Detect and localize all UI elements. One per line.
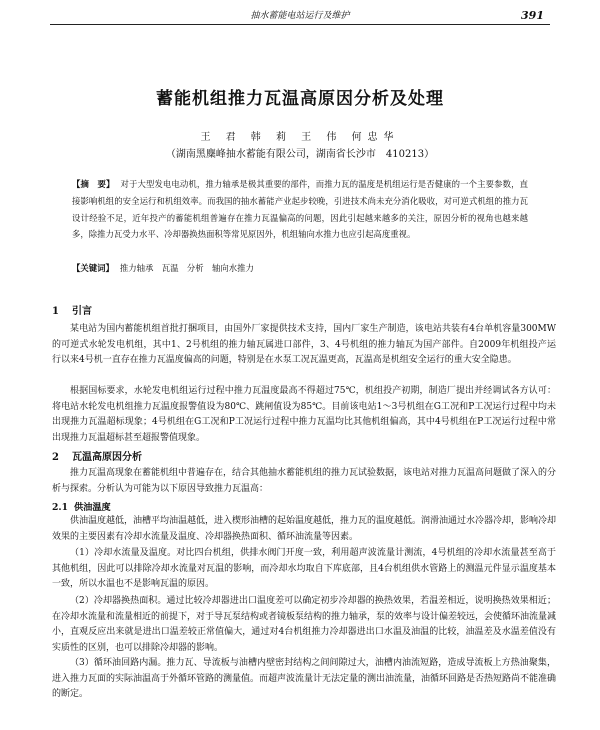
page-number: 391 [521, 9, 544, 22]
section-heading [52, 302, 92, 317]
paper-title: 蓄能机组推力瓦温高原因分析及处理 [156, 89, 444, 109]
author-list: 王 君 韩 莉 王 伟 何忠华 [200, 132, 400, 143]
paragraph: 推力瓦温高现象在蓄能机组中普遍存在，结合其他抽水蓄能机组的推力瓦试验数据，该电站对推力瓦温高问题做了深入的分析与探索。分析认为可能为以下原因导致推力瓦温高： [52, 468, 557, 494]
subsection-number: 2.1 [52, 502, 68, 513]
keywords [72, 260, 528, 276]
abstract [72, 176, 528, 243]
abstract-text: 对于大型发电电动机，推力轴承是极其重要的部件，而推力瓦的温度是机组运行是否健康的一个主要参数，直接影响机组的安全运行和机组效率。而我国的抽水蓄能产业起步较晚，引进技术尚未充分消化吸收，对可逆式机组的推力瓦设计经验不足，近年投产的蓄能机组普遍存在推力瓦温偏高的问题，因此引起越来越多的关注，原因分析的视角也越来越多，除推力瓦受力水平、冷却器换热面积等常见原因外，机组轴向水推力也应引起高度重视。 [72, 179, 529, 240]
running-header [50, 8, 550, 25]
paragraph: 供油温度越低，油槽平均油温越低，进入楔形油槽的起始温度越低，推力瓦的温度越低。润滑油通过水冷器冷却，影响冷却效果的主要因素有冷却水流量及温度、冷却器换热面积、循环油流量等因素。 [52, 516, 557, 542]
section-number: 1 [52, 306, 59, 317]
keywords-label: 【关键词】 [72, 263, 114, 273]
section-title: 引言 [72, 306, 92, 317]
section-number: 2 [52, 452, 59, 463]
paragraph: （3）循环油回路内漏。推力瓦、导流板与油槽内壁密封结构之间间隙过大，油槽内油流短路，造成导流板上方热油聚集，进入推力瓦面的实际油温高于外循环管路的测量值。而超声波流量计无法定量的测出油流量，油循环回路是否热短路尚不能准确的断定。 [52, 658, 557, 700]
paragraph: （1）冷却水流量及温度。对比四台机组，供排水阀门开度一致，利用超声波流量计测流，4号机组的冷却水流量甚至高于其他机组，因此可以排除冷却水流量对瓦温的影响，而冷却水均取自下库底部，且4台机组供水管路上的测温元件显示温度基本一致，所以水温也不是影响瓦温的原因。 [52, 548, 556, 590]
section-heading [52, 448, 142, 463]
affiliation: （湖南黑麋峰抽水蓄能有限公司，湖南省长沙市 410213） [165, 149, 435, 160]
paragraph: 某电站为国内蓄能机组首批打捆项目，由国外厂家提供技术支持，国内厂家生产制造，该电站共装有4台单机容量300MW的可逆式水轮发电机组，其中1、2号机组的推力轴瓦属进口部件，3、4号机组的推力轴瓦为国产部件。自2009年机组投产运行以来4号机一直存在推力瓦温度偏高的问题，特别是在水泵工况瓦温更高，瓦温高是机组安全运行的重大安全隐患。 [52, 324, 556, 366]
section-title: 瓦温高原因分析 [72, 452, 142, 463]
subsection-title: 供油温度 [74, 502, 111, 513]
abstract-label: 【摘 要】 [72, 179, 115, 189]
paragraph: （2）冷却器换热面积。通过比较冷却器进出口温度差可以确定初步冷却器的换热效果，若温差相近，说明换热效果相近；在冷却水流量和流量相近的前提下，对于导瓦泵结构或者镜板泵结构的推力轴承，泵的效率与设计偏差较远，会使循环油流量减小，直观反应出来就是进出口温差较正常值偏大，通过对4台机组推力冷却器进出口水温及油温的比较，油温差及水温差值没有实质性的区别，也可以排除冷却器的影响。 [52, 596, 557, 653]
paragraph: 根据国标要求，水轮发电机组运行过程中推力瓦温度最高不得超过75℃，机组投产初期，制造厂提出并经调试各方认可：将电站水轮发电机组推力瓦温度报警值设为80℃、跳闸值设为85℃。目前该电站1～3号机组在G工况和P工况运行过程中均未出现推力瓦温超标现象；4号机组在G工况和P工况运行过程中推力瓦温均比其他机组偏高，其中4号机组在P工况运行过程中常出现推力瓦温超标甚至超报警值现象。 [52, 386, 556, 443]
subsection-heading [52, 499, 111, 513]
keywords-text: 推力轴承 瓦温 分析 轴向水推力 [119, 263, 254, 273]
journal-title: 抽水蓄能电站运行及维护 [250, 11, 350, 21]
